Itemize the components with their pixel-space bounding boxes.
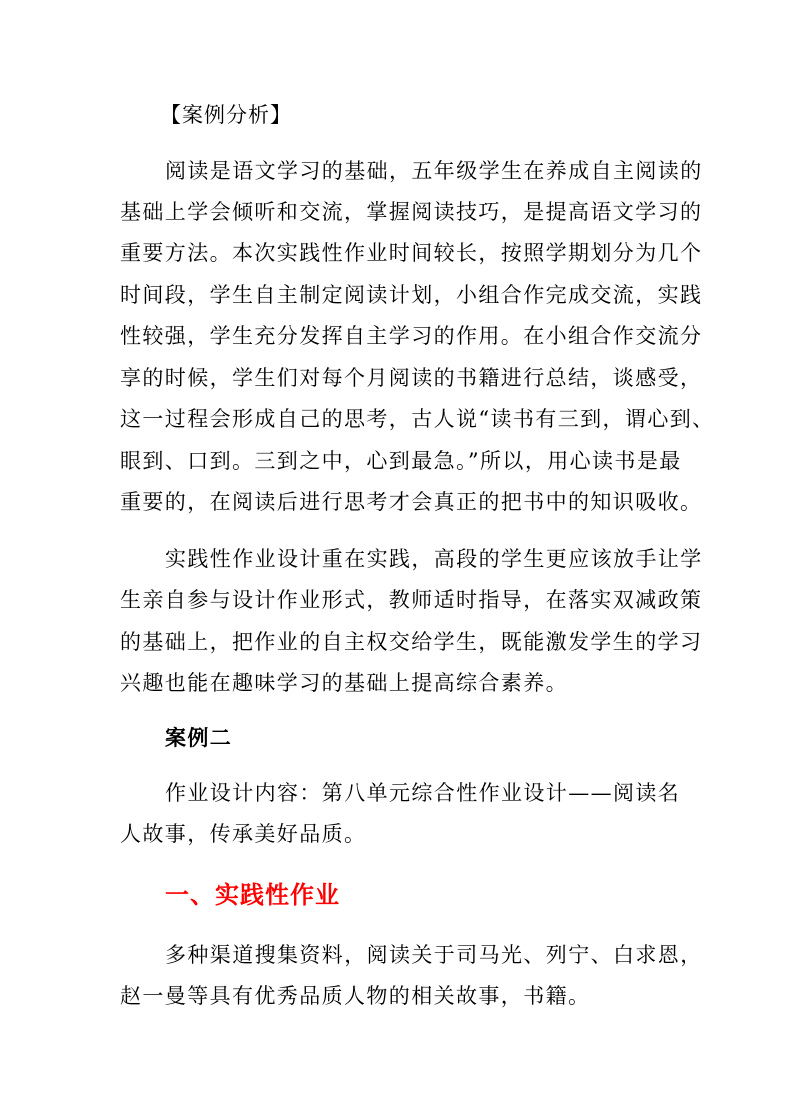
- case-title: 案例二: [165, 726, 233, 750]
- paragraph-line: 生亲自参与设计作业形式，教师适时指导，在落实双减政策: [120, 588, 703, 612]
- section-heading-red: 一、实践性作业: [165, 881, 340, 909]
- paragraph-line: 阅读是语文学习的基础，五年级学生在养成自主阅读的: [165, 159, 703, 183]
- paragraph-line: 重要方法。本次实践性作业时间较长，按照学期划分为几个: [120, 241, 703, 265]
- paragraph-line: 的基础上，把作业的自主权交给学生，既能激发学生的学习: [120, 630, 703, 654]
- paragraph-line: 这一过程会形成自己的思考，古人说“读书有三到，谓心到、: [120, 407, 715, 431]
- paragraph-line: 多种渠道搜集资料，阅读关于司马光、列宁、白求恩，: [165, 943, 703, 967]
- case-content-line: 人故事，传承美好品质。: [120, 822, 367, 846]
- paragraph-line: 享的时候，学生们对每个月阅读的书籍进行总结，谈感受，: [120, 366, 703, 390]
- case-content-line: 作业设计内容：第八单元综合性作业设计——阅读名: [165, 781, 681, 805]
- paragraph-line: 性较强，学生充分发挥自主学习的作用。在小组合作交流分: [120, 324, 703, 348]
- paragraph-line: 兴趣也能在趣味学习的基础上提高综合素养。: [120, 671, 568, 695]
- paragraph-line: 眼到、口到。三到之中，心到最急。”所以，用心读书是最: [120, 449, 682, 473]
- paragraph-line: 时间段，学生自主制定阅读计划，小组合作完成交流，实践: [120, 283, 703, 307]
- paragraph-line: 重要的，在阅读后进行思考才会真正的把书中的知识吸收。: [120, 490, 703, 514]
- paragraph-line: 基础上学会倾听和交流，掌握阅读技巧，是提高语文学习的: [120, 200, 703, 224]
- paragraph-line: 实践性作业设计重在实践，高段的学生更应该放手让学: [165, 547, 703, 571]
- paragraph-line: 赵一曼等具有优秀品质人物的相关故事，书籍。: [120, 984, 591, 1008]
- section-heading: 【案例分析】: [160, 103, 292, 127]
